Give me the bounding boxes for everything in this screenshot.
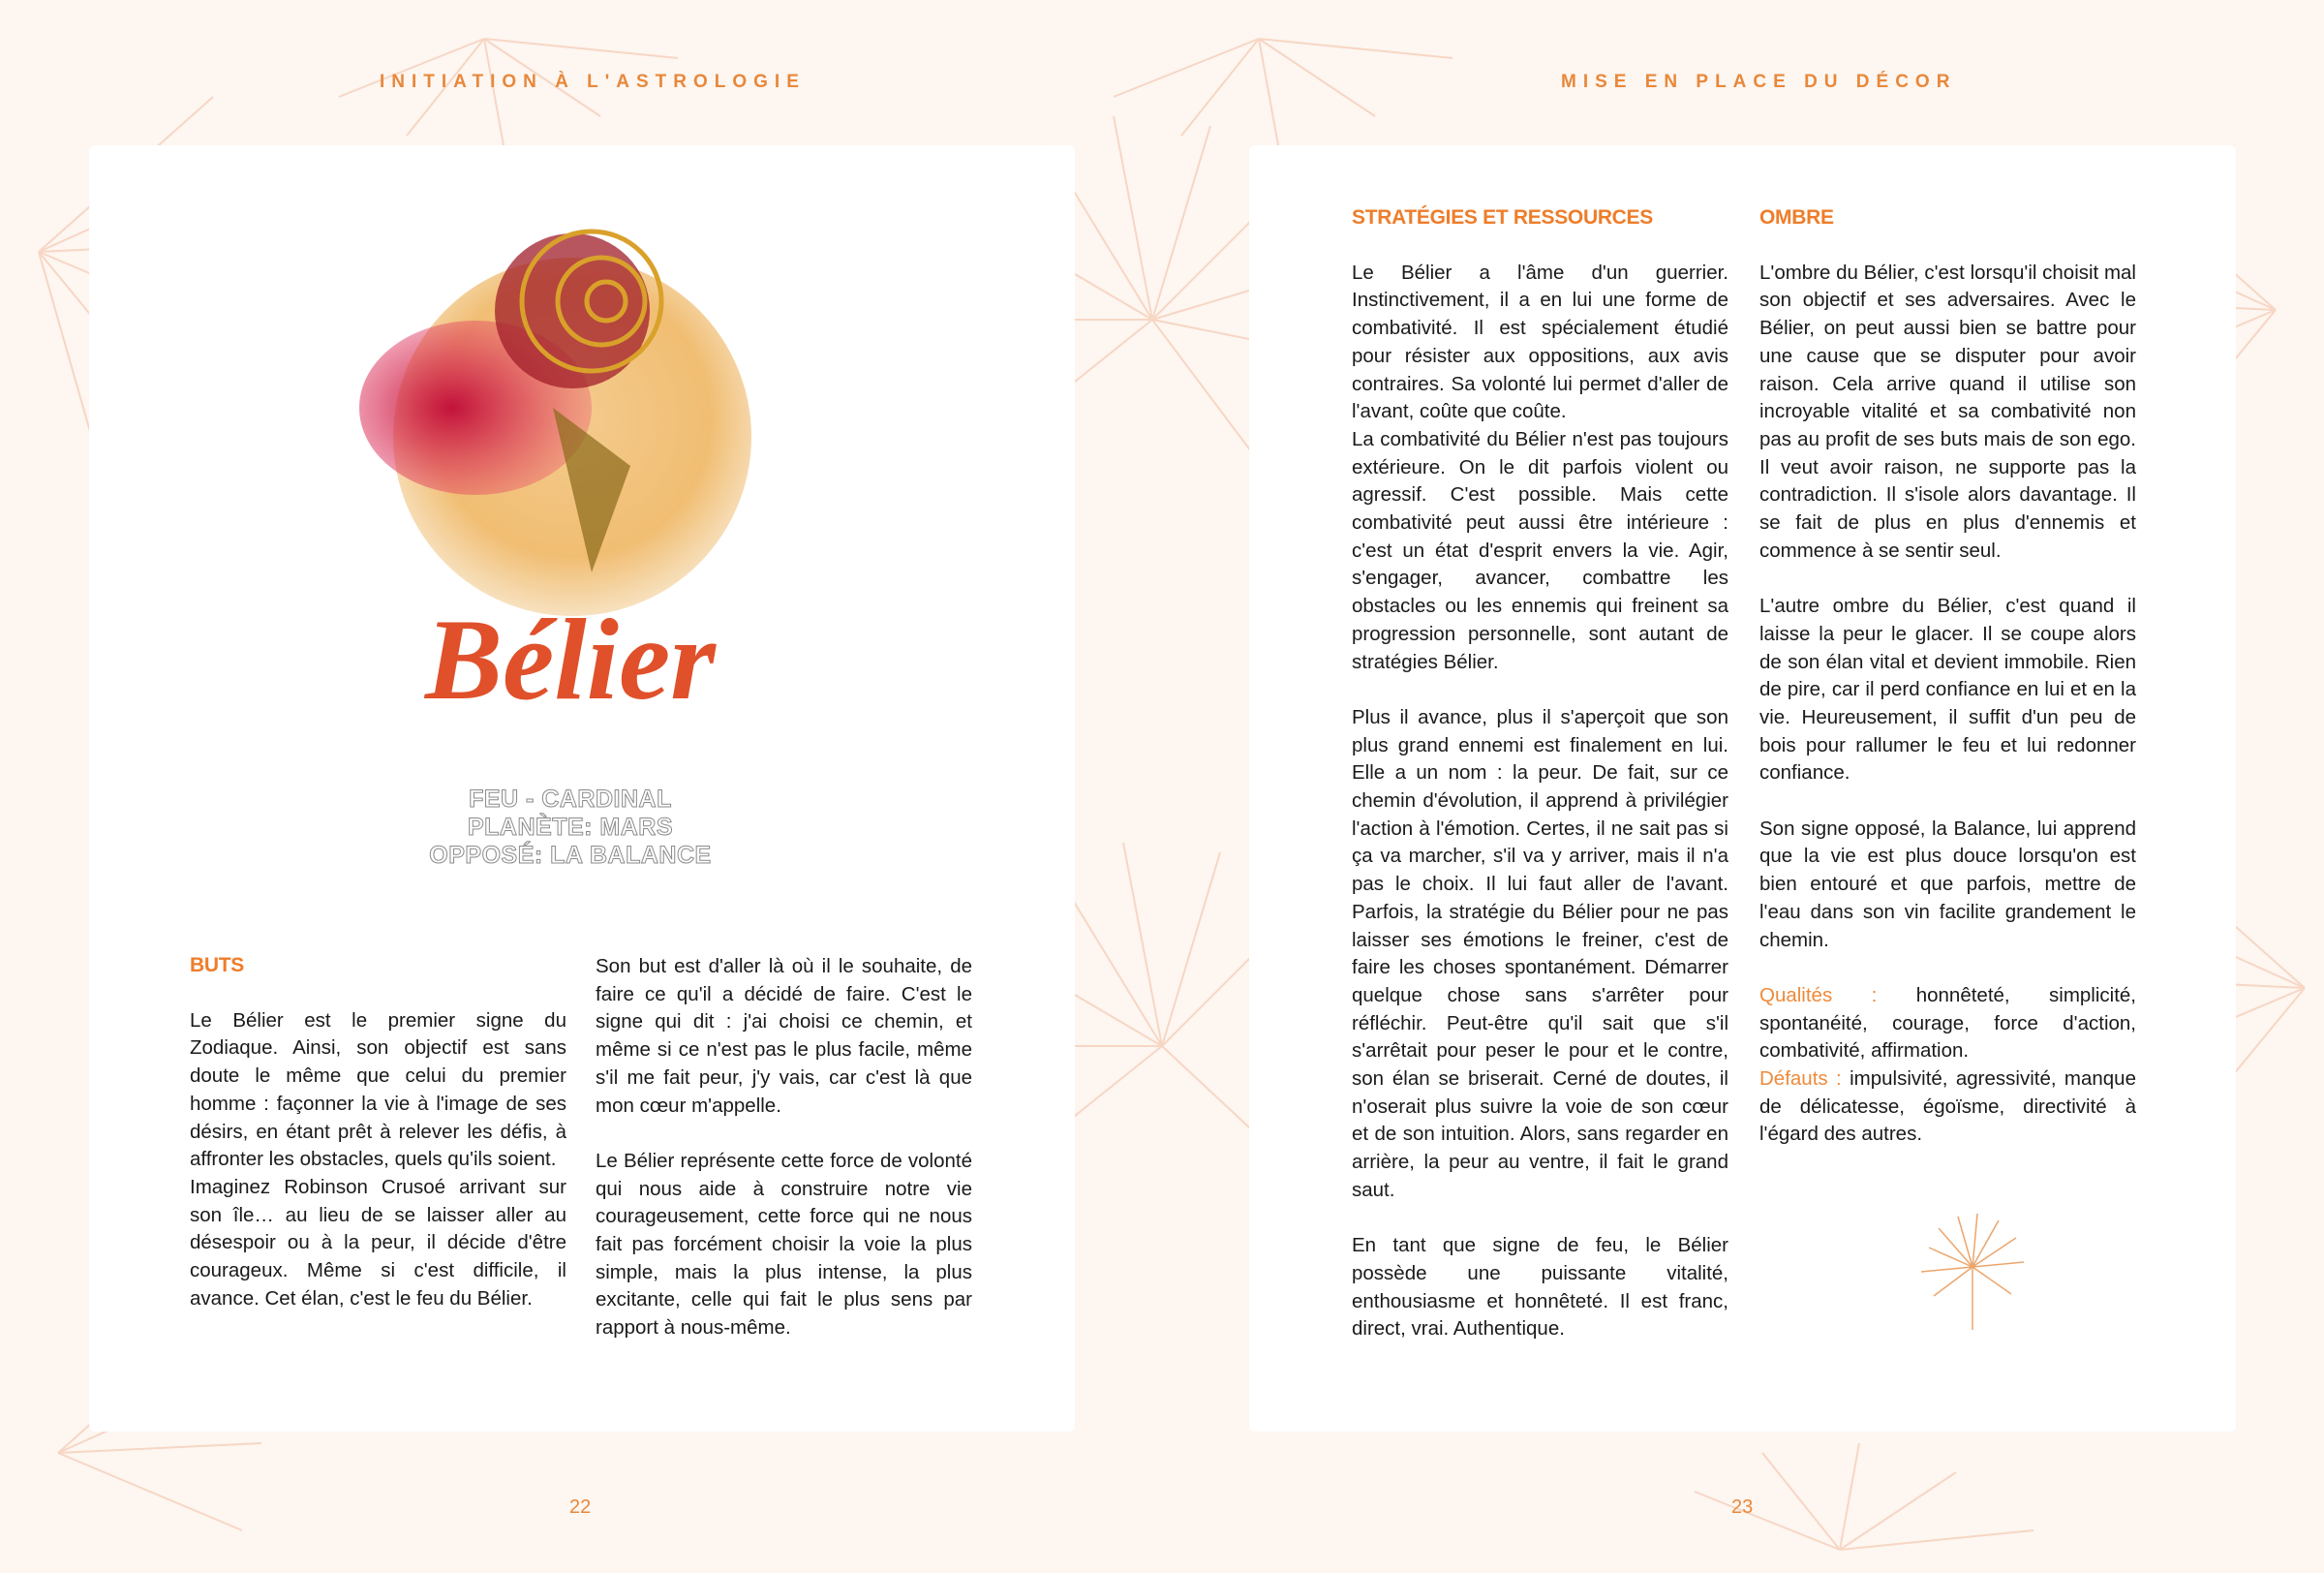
left-running-head: INITIATION À L'ASTROLOGIE: [380, 72, 806, 92]
page-number-left: 22: [569, 1496, 592, 1518]
defects-label: Défauts :: [1759, 1067, 1842, 1091]
buts-column-1: [190, 952, 566, 1341]
right-running-head: MISE EN PLACE DU DÉCOR: [1561, 72, 1957, 92]
paragraph: Plus il avance, plus il s'aperçoit que son plus grand ennemi est finalement en lui. Elle a un nom : la peur. De fait, sur ce chemin d'évolution, il apprend à privilégier l'action à l'émotion. Certes, il ne sait pas si ça va marcher, s'il va y arriver, mais il n'a pas le choix. Il lui faut aller de l'avant. Parfois, la stratégie du Bélier pour ne pas laisser ses émotions le freiner, c'est de faire les choses spontanément. Démarrer quelque chose sans s'arrêter pour réfléchir. Peut-être qu'il sait que s'il s'arrêtait pour peser le pour et le contre, son élan se briserait. Cerné de doutes, il n'oserait plus suivre la voie de son cœur et de son intuition. Alors, sans regarder en arrière, la peur au ventre, il fait le grand saut.: [1352, 705, 1728, 1201]
section-heading-strategies: STRATÉGIES ET RESSOURCES: [1352, 206, 1653, 229]
qualities-label: Qualités :: [1759, 983, 1878, 1006]
defects: [1759, 1065, 2136, 1149]
paragraph: La combativité du Bélier n'est pas toujours extérieure. On le dit parfois violent ou agressif. C'est possible. Mais cette combativité peut aussi être intérieure : c'est un état d'esprit envers la vie. Agir, s'engager, avancer, combattre les obstacles ou les ennemis qui freinent sa progression personnelle, sont autant de stratégies Bélier.: [1352, 427, 1728, 673]
paragraph: L'ombre du Bélier, c'est lorsqu'il choisit mal son objectif et ses adversaires. Avec le Bélier, on peut aussi bien se battre pour une cause que se disputer pour avoir raison. Cela arrive quand il utilise son incroyable vitalité et sa combativité non pas au profit de ses buts mais de son ego. Il veut avoir raison, ne supporte pas la contradiction. Il s'isole alors davantage. Il se fait de plus en plus d'ennemis et commence à se sentir seul.: [1759, 261, 2136, 562]
section-heading-buts: BUTS: [190, 954, 244, 976]
paragraph: En tant que signe de feu, le Bélier possède une puissante vitalité, enthousiasme et honnêteté. Il est franc, direct, vrai. Authentique.: [1352, 1234, 1728, 1341]
paragraph: Le Bélier représente cette force de volonté qui nous aide à construire notre vie courageusement, cette force qui ne nous fait pas forcément choisir la voie la plus simple, mais la plus intense, la plus excitante, celle qui fait le plus sens par rapport à nous-même.: [596, 1149, 972, 1340]
strategies-column: [1352, 204, 1728, 1372]
buts-column-2: [596, 953, 972, 1371]
paragraph: Le Bélier est le premier signe du Zodiaque. Ainsi, son objectif est sans doute le même que celui du premier homme : façonner la vie à l'image de ses désirs, en étant prêt à relever les défis, à affronter les obstacles, quels qu'ils soient.: [190, 1008, 566, 1171]
paragraph: Son signe opposé, la Balance, lui apprend que la vie est plus douce lorsqu'on est bien entouré et que parfois, mettre de l'eau dans son vin facilite grandement le chemin.: [1759, 817, 2136, 951]
dandelion-ornament-icon: [1910, 1209, 2035, 1335]
paragraph: Imaginez Robinson Crusoé arrivant sur son île… au lieu de se laisser aller au désespoir ou à la peur, il décide d'être courageux. Même si c'est difficile, il avance. Cet élan, c'est le feu du Bélier.: [190, 1175, 566, 1310]
sign-planet: PLANÈTE: MARS: [467, 814, 674, 841]
ombre-column: [1759, 204, 2136, 1177]
qualities-text: honnêteté, simplicité, spontanéité, courage, force d'action, combativité, affirmation.: [1759, 983, 2136, 1063]
page-number-right: 23: [1731, 1496, 1754, 1518]
ram-watercolor-illustration: [311, 156, 830, 737]
paragraph: Son but est d'aller là où il le souhaite, de faire ce qu'il a décidé de faire. C'est le signe qui dit : j'ai choisi ce chemin, et même si ce n'est pas le plus facile, même s'il me fait peur, j'y vais, car c'est là que mon cœur m'appelle.: [596, 955, 972, 1117]
defects-text: impulsivité, agressivité, manque de délicatesse, égoïsme, directivité à l'égard des autres.: [1759, 1067, 2136, 1146]
sign-opposite: OPPOSÉ: LA BALANCE: [429, 842, 712, 869]
qualities: [1759, 982, 2136, 1065]
sign-element: FEU - CARDINAL: [469, 786, 672, 813]
section-heading-ombre: OMBRE: [1759, 206, 1834, 229]
paragraph: Le Bélier a l'âme d'un guerrier. Instinctivement, il a en lui une forme de combativité. Il est spécialement étudié pour résister aux oppositions, aux avis contraires. Sa volonté lui permet d'aller de l'avant, coûte que coûte.: [1352, 261, 1728, 423]
paragraph: L'autre ombre du Bélier, c'est quand il laisse la peur le glacer. Il se coupe alors de son élan vital et devient immobile. Rien de pire, car il perd confiance en lui et en la vie. Heureusement, il suffit d'un peu de bois pour rallumer le feu et lui redonner confiance.: [1759, 595, 2136, 785]
sign-title: Bélier: [425, 595, 716, 724]
